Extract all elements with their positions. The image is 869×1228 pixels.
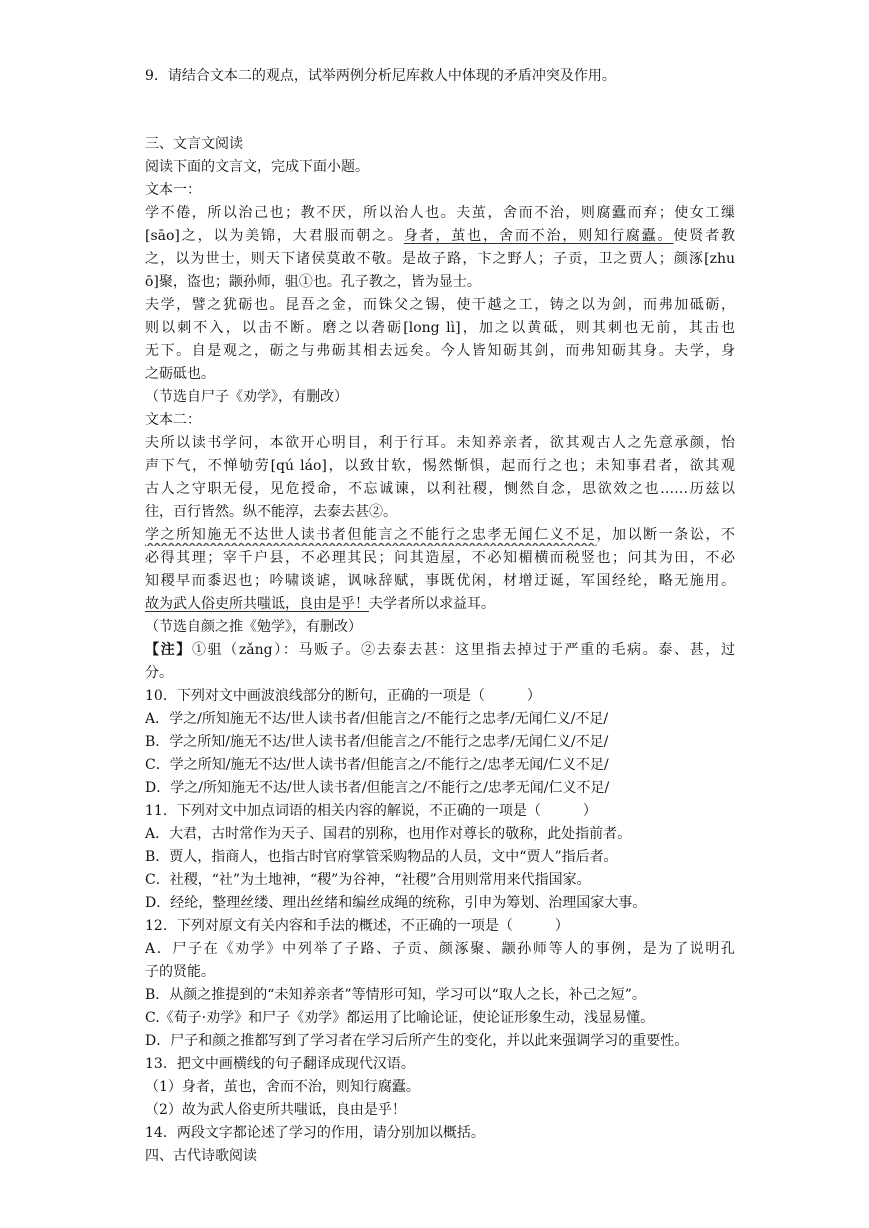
- reading-instruction: 阅读下面的文言文，完成下面小题。: [145, 159, 369, 175]
- q13-item-2: （2）故为武人俗吏所共嗤诋，良由是乎！: [145, 1102, 406, 1118]
- q12-option-a-cont: 子的贤能。: [145, 964, 215, 980]
- question-13: 13．把文中画横线的句子翻译成现代汉语。: [145, 1056, 415, 1072]
- text2-line-6: 必得其理；宰千户县，不必理其民；问其造屋，不必知楣横而税竖也；问其为田，不必: [145, 550, 735, 566]
- footnote-line-1: [145, 640, 735, 661]
- text1-underlined-sentence: 身者，茧也，舍而不治，则知行腐蠹。: [403, 228, 674, 244]
- q12-option-d: D．尸子和颜之推都写到了学习者在学习后所产生的变化，并以此来强调学习的重要性。: [145, 1033, 689, 1049]
- section-3-title: 三、文言文阅读: [145, 136, 243, 152]
- text2-line-8: [145, 594, 735, 615]
- text2-line-4: 往，百行皆然。纵不能淳，去泰去甚②。: [145, 504, 397, 520]
- footnote-text: ①驵（zǎng）：马贩子。②去泰去甚：这里指去掉过于严重的毛病。泰、甚，过: [191, 642, 735, 658]
- text2-source: （节选自颜之推《勉学》，有删改）: [145, 619, 362, 635]
- q10-option-d: D．学之/所知施无不达/世人读书者/但能言之/不能行之/忠孝无闻/仁义不足/: [145, 780, 610, 796]
- question-14: 14．两段文字都论述了学习的作用，请分别加以概括。: [145, 1125, 485, 1141]
- footnote-line-2: 分。: [145, 665, 173, 681]
- q11-option-b: B．贾人，指商人，也指古时官府掌管采购物品的人员，文中“贾人”指后者。: [145, 849, 618, 865]
- question-10: 10．下列对文中画波浪线部分的断句，正确的一项是（ ）: [145, 688, 541, 704]
- text1-line-1: 学不倦，所以治己也；教不厌，所以治人也。夫茧，舍而不治，则腐蠹而弃；使女工缫: [145, 203, 735, 224]
- text2-line-7: 知稷早而黍迟也；吟啸谈谑，讽咏辞赋，事既优闲，材增迂诞，军国经纶，略无施用。: [145, 573, 735, 589]
- q11-option-c: C．社稷，“社”为土地神，“稷”为谷神，“社稷”合用则常用来代指国家。: [145, 872, 591, 888]
- text1-line-7: 无下。自是观之，砺之与弗砺其相去远矣。今人皆知砺其剑，而弗知砺其身。夫学，身: [145, 343, 735, 359]
- footnote-label: 【注】: [145, 642, 192, 658]
- q10-option-a: A．学之/所知施无不达/世人读书者/但能言之/不能行之忠孝/无闻仁义/不足/: [145, 711, 609, 727]
- question-12: 12．下列对原文有关内容和手法的概述，不正确的一项是（ ）: [145, 918, 569, 934]
- text2-underlined-sentence: 故为武人俗吏所共嗤诋，良由是乎！: [145, 596, 369, 612]
- text2-wavy-tail: ，加以断一条讼，不: [596, 527, 735, 543]
- q11-option-d: D．经纶，整理丝缕、理出丝绪和编丝成绳的统称，引申为筹划、治理国家大事。: [145, 895, 647, 911]
- question-11: 11．下列对文中加点词语的相关内容的解说，不正确的一项是（ ）: [145, 803, 597, 819]
- q11-option-a: A．大君，古时常作为天子、国君的别称，也用作对尊长的敬称，此处指前者。: [145, 826, 632, 842]
- text2-label: 文本二：: [145, 412, 201, 428]
- text2-line-8-tail: 夫学者所以求益耳。: [369, 596, 495, 612]
- text2-wavy-sentence: 学之所知施无不达世人读书者但能言之不能行之忠孝无闻仁义不足: [145, 527, 597, 543]
- text1-line-6: 则以刺不入，以击不断。磨之以砻砺[long lì]，加之以黄砥，则其刺也无前，其击也: [145, 320, 735, 336]
- section-4-title: 四、古代诗歌阅读: [145, 1148, 257, 1164]
- text1-line-2: [sāo]之，以为美锦，大君服而朝之。身者，茧也，舍而不治，则知行腐蠹。使贤者教: [145, 228, 735, 244]
- text1-line-5: 夫学，譬之犹砺也。昆吾之金，而铢父之锡，使干越之工，铸之以为剑，而弗加砥砺，: [145, 297, 735, 313]
- text2-line-5: [145, 525, 735, 546]
- q13-item-1: （1）身者，茧也，舍而不治，则知行腐蠹。: [145, 1079, 420, 1095]
- q10-option-b: B．学之所知/施无不达/世人读书者/但能言之/不能行之忠孝/无闻仁义/不足/: [145, 734, 609, 750]
- text1-source: （节选自尸子《劝学》，有删改）: [145, 389, 348, 405]
- text1-line-4: ō]聚，盗也；颛孙师，驵①也。孔子教之，皆为显士。: [145, 274, 481, 290]
- q12-option-b: B．从颜之推提到的“未知养亲者”等情形可知，学习可以“取人之长，补己之短”。: [145, 987, 646, 1003]
- q12-option-a: A．尸子在《劝学》中列举了子路、子贡、颜涿聚、颛孙师等人的事例，是为了说明孔: [145, 941, 735, 957]
- text2-line-3: 古人之守职无侵，见危授命，不忘诚谏，以利社稷，恻然自念，思欲效之也……历兹以: [145, 481, 735, 497]
- question-9: 9．请结合文本二的观点，试举两例分析尼库救人中体现的矛盾冲突及作用。: [145, 68, 616, 84]
- text1-label: 文本一：: [145, 182, 201, 198]
- text1-line-8: 之砺砥也。: [145, 366, 215, 382]
- text1-line-3: 之，以为世士，则天下诸侯莫敢不敬。是故子路，卞之野人；子贡，卫之贾人；颜涿[zhu: [145, 251, 735, 267]
- text2-line-2: 声下气，不惮劬劳[qú láo]，以致甘软，惕然惭惧，起而行之也；未知事君者，欲其观: [145, 458, 735, 474]
- text2-line-1: 夫所以读书学问，本欲开心明目，利于行耳。未知养亲者，欲其观古人之先意承颜，怡: [145, 435, 735, 451]
- q12-option-c: C.《荀子·劝学》和尸子《劝学》都运用了比喻论证，使论证形象生动，浅显易懂。: [145, 1010, 655, 1026]
- q10-option-c: C．学之所知/施无不达/世人读书者/但能言之/不能行之/忠孝无闻/仁义不足/: [145, 757, 609, 773]
